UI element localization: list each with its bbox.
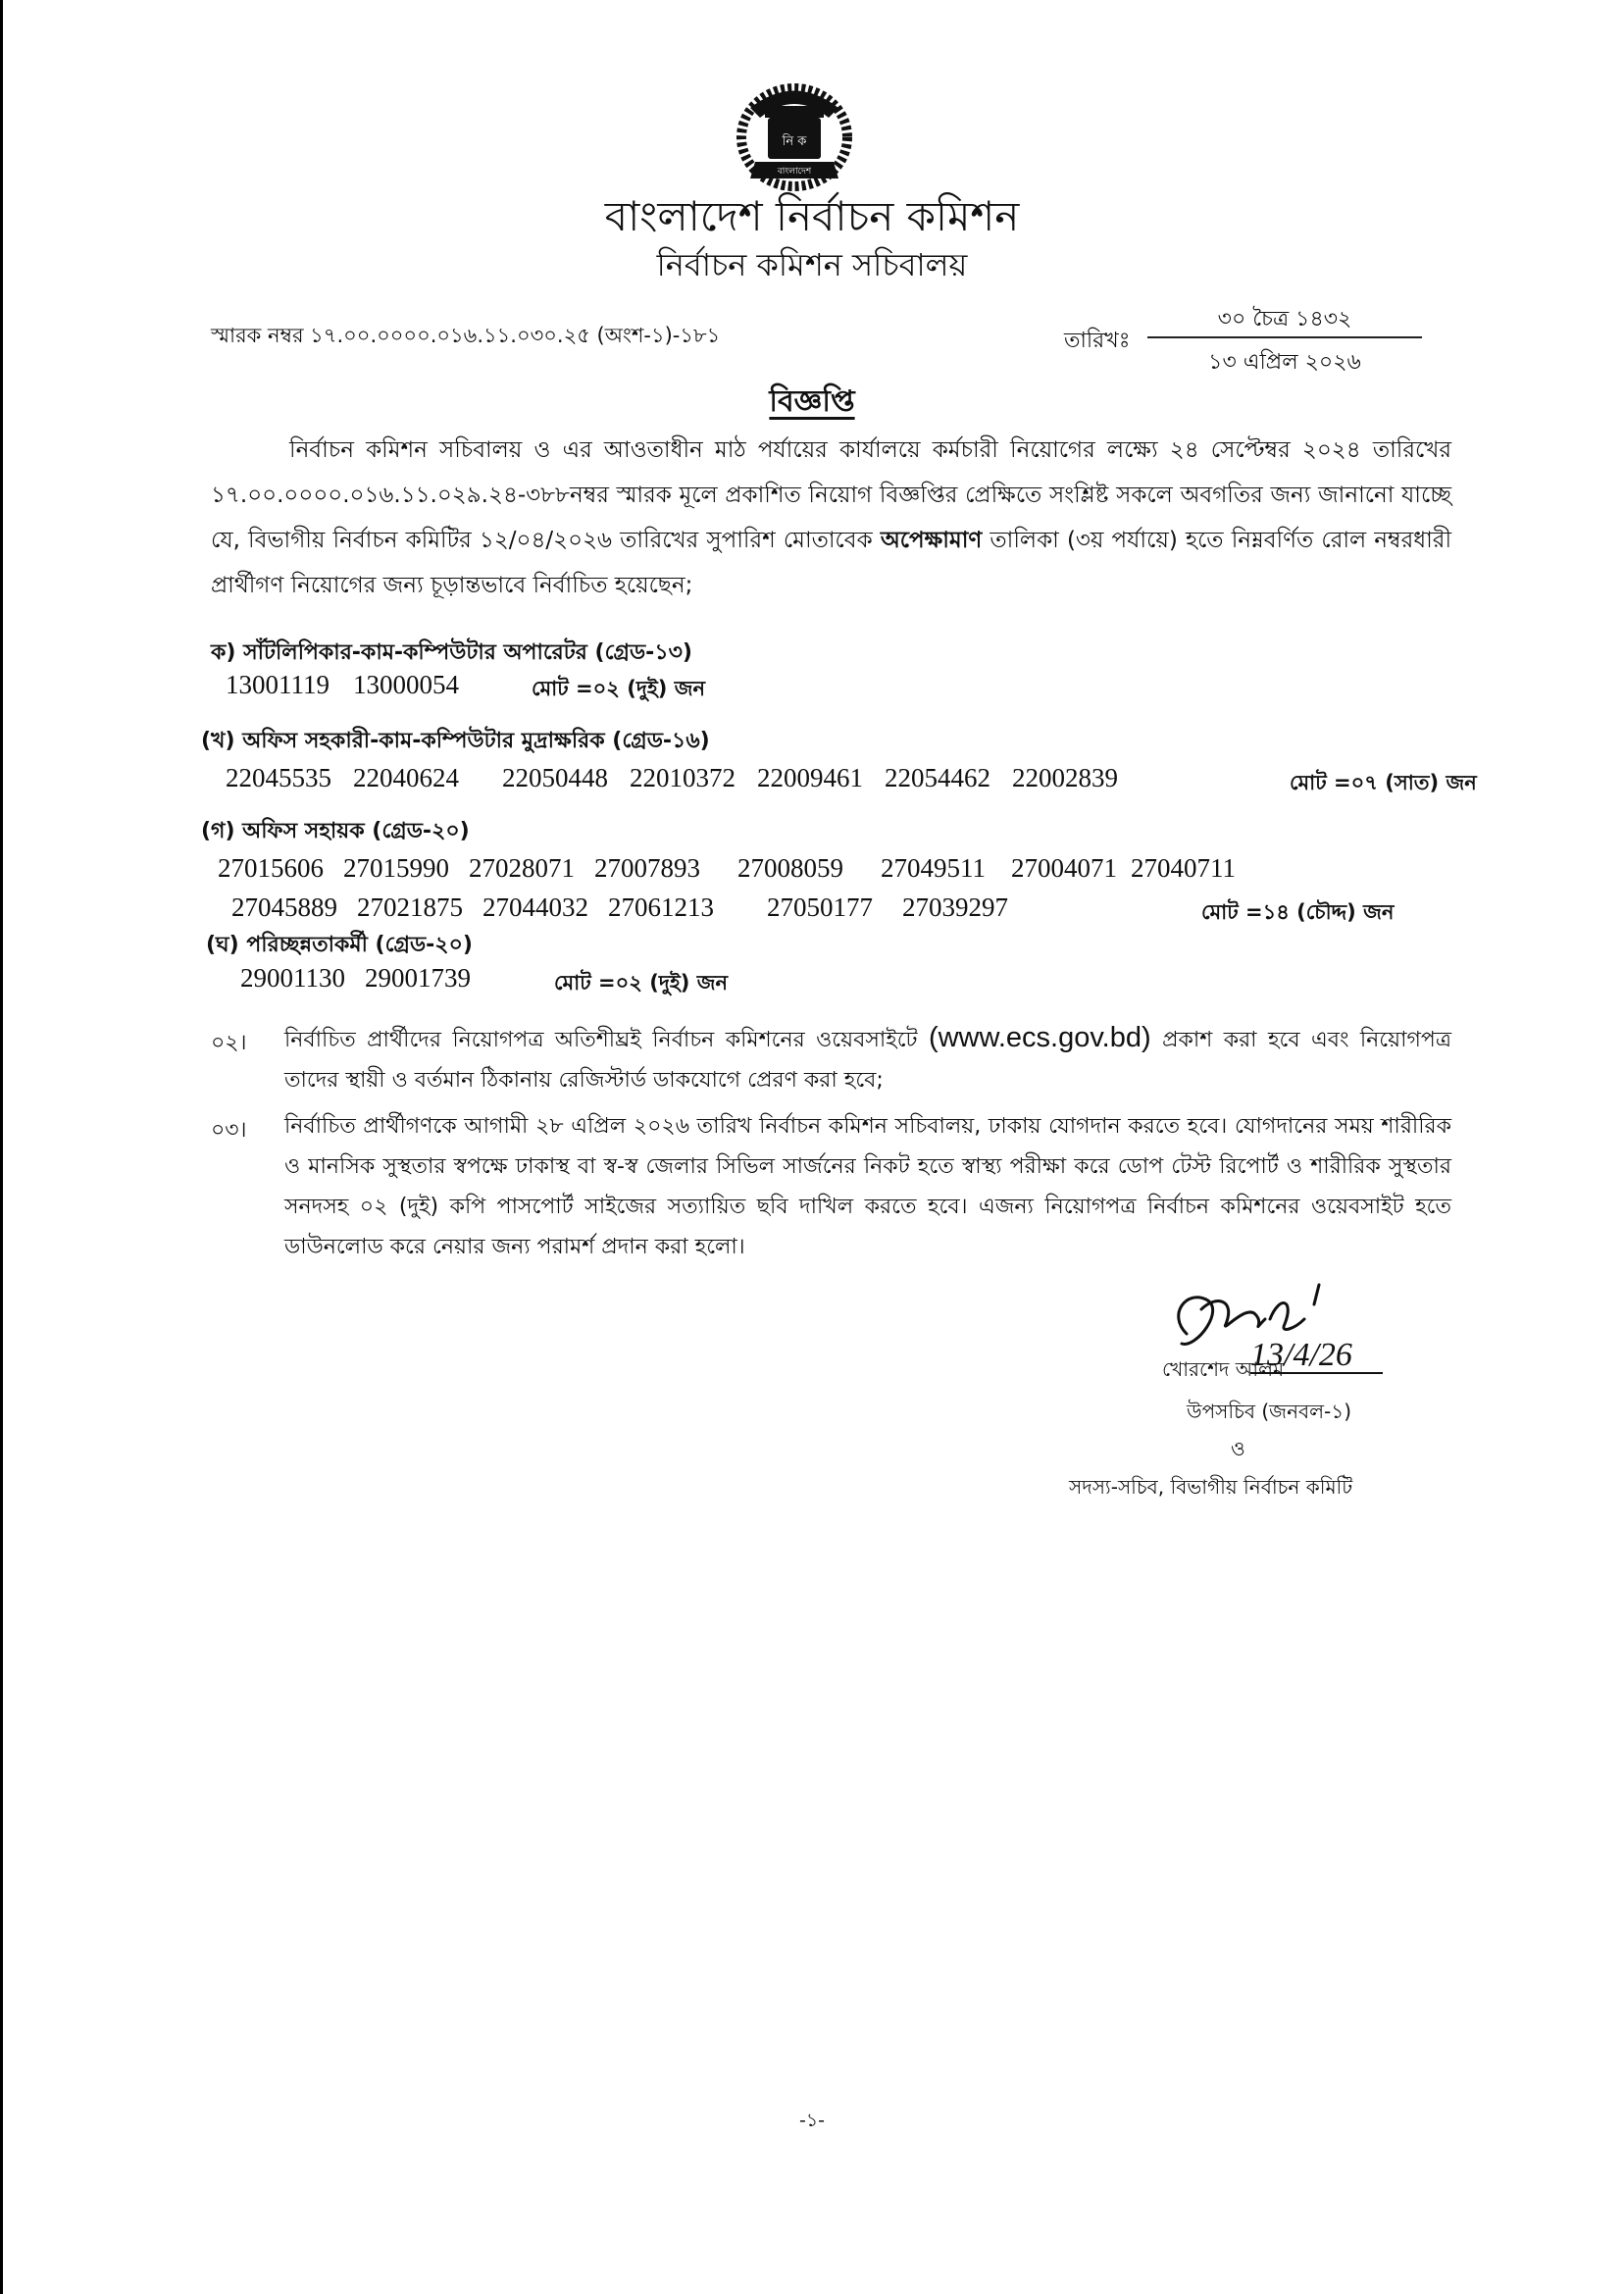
category-title: (ঘ) পরিচ্ছন্নতাকর্মী (গ্রেড-২০) [206, 933, 473, 957]
signatory-designation: উপসচিব (জনবল-১) [1187, 1400, 1352, 1423]
signatory-conjunction: ও [1231, 1437, 1245, 1460]
roll-row [231, 892, 1008, 923]
signatory-role: সদস্য-সচিব, বিভাগীয় নির্বাচন কমিটি [1069, 1475, 1353, 1499]
roll-row [226, 763, 1118, 793]
notice-body-part1: নির্বাচন কমিশন সচিবালয় ও এর আওতাধীন মাঠ পর্যায়ের কার্যালয়ে কর্মচারী নিয়োগের লক্ষ্যে ২৪ সেপ্টেম্বর ২০২৪ তারিখের ১৭.০০.০০০০.০১৬.১১.০২৯.২৪-৩৮৮নম্বর স্মারক মূলে প্রকাশিত নিয়োগ বিজ্ঞপ্তির প্রেক্ষিতে সংশ্লিষ্ট সকলে অবগতির জন্য জানানো যাচ্ছে যে, বিভাগীয় নির্বাচন কমিটির ১২/০৪/২০২৬ তারিখের সুপারিশ মোতাবেক [211, 437, 1451, 553]
roll-number: 27021875 [357, 892, 463, 922]
category-title: ক) সাঁটলিপিকার-কাম-কম্পিউটার অপারেটর (গ্রেড-১৩) [211, 640, 692, 665]
category-total: মোট =০২ (দুই) জন [532, 677, 706, 700]
notice-body [211, 428, 1451, 608]
roll-row [226, 670, 459, 700]
roll-row [240, 963, 471, 994]
date-gregorian: ১৩ এপ্রিল ২০২৬ [1208, 350, 1361, 375]
organization-name: বাংলাদেশ নির্বাচন কমিশন [604, 192, 1020, 240]
category-title: (খ) অফিস সহকারী-কাম-কম্পিউটার মুদ্রাক্ষরিক (গ্রেড-১৬) [201, 729, 710, 753]
roll-number: 27015606 [218, 853, 324, 883]
roll-number: 22002839 [1012, 763, 1118, 792]
organization-secretariat: নির্বাচন কমিশন সচিবালয় [656, 246, 968, 283]
roll-number: 22040624 [353, 763, 459, 792]
roll-number: 27008059 [737, 853, 843, 883]
roll-number: 27028071 [469, 853, 575, 883]
roll-number: 27045889 [231, 892, 337, 922]
roll-number: 13000054 [353, 670, 459, 699]
roll-number: 13001119 [226, 670, 330, 699]
date-bangla: ৩০ চৈত্র ১৪৩২ [1217, 307, 1352, 331]
note-text: নির্বাচিত প্রার্থীদের নিয়োগপত্র অতিশীঘ্রই নির্বাচন কমিশনের ওয়েবসাইটে [284, 1028, 918, 1052]
roll-number: 22054462 [885, 763, 990, 792]
page-number: -১- [798, 2110, 826, 2131]
seal-text: নি ক [782, 134, 807, 149]
note-number: ০২। [211, 1031, 247, 1055]
category-title: (গ) অফিস সহায়ক (গ্রেড-২০) [201, 819, 470, 843]
note-paragraph: নির্বাচিত প্রার্থীগণকে আগামী ২৮ এপ্রিল ২০২৬ তারিখ নির্বাচন কমিশন সচিবালয়, ঢাকায় যোগদান করতে হবে। যোগদানের সময় শারীরিক ও মানসিক সুস্থতার স্বপক্ষে ঢাকাস্থ বা স্ব-স্ব জেলার সিভিল সার্জনের নিকট হতে স্বাস্থ্য পরীক্ষা করে ডোপ টেস্ট রিপোর্ট ও শারীরিক সুস্থতার সনদসহ ০২ (দুই) কপি পাসপোর্ট সাইজের সত্যায়িত ছবি দাখিল করতে হবে। এজন্য নিয়োগপত্র নির্বাচন কমিশনের ওয়েবসাইট হতে ডাউনলোড করে নেয়ার জন্য পরামর্শ প্রদান করা হলো। [284, 1114, 1451, 1259]
roll-number: 27050177 [767, 892, 873, 922]
election-commission-seal [731, 69, 858, 196]
roll-number: 27015990 [343, 853, 449, 883]
signatory-name: খোরশেদ আলম [1162, 1357, 1285, 1381]
date-label: তারিখঃ [1064, 329, 1131, 353]
roll-number: 27007893 [594, 853, 700, 883]
scan-edge [0, 0, 3, 2294]
note-paragraph [284, 1018, 1451, 1100]
roll-number: 29001130 [240, 963, 345, 993]
notice-title: বিজ্ঞপ্তি [769, 384, 855, 419]
note-text: প্রকাশ করা হবে এবং নিয়োগপত্র তাদের স্থায়ী ও বর্তমান ঠিকানায় রেজিস্টার্ড ডাকযোগে প্রেরণ করা হবে; [284, 1028, 1451, 1093]
notice-title-wrap [0, 378, 1624, 428]
date-divider [1147, 336, 1422, 338]
notice-body-highlight: অপেক্ষামাণ [880, 528, 983, 553]
roll-number: 22045535 [226, 763, 331, 792]
note-number: ০৩। [211, 1118, 247, 1143]
signature-date: 13/4/26 [1250, 1337, 1352, 1373]
category-total: মোট =১৪ (চৌদ্দ) জন [1201, 900, 1395, 924]
roll-number: 27039297 [902, 892, 1008, 922]
roll-number: 22050448 [502, 763, 608, 792]
roll-number: 29001739 [365, 963, 471, 993]
roll-number: 27044032 [482, 892, 588, 922]
roll-number: 27004071 [1011, 853, 1117, 883]
roll-number: 27040711 [1131, 853, 1236, 883]
roll-row [218, 853, 1236, 884]
category-total: মোট =০২ (দুই) জন [554, 971, 729, 994]
roll-number: 22010372 [630, 763, 736, 792]
roll-number: 22009461 [757, 763, 863, 792]
website-link[interactable]: (www.ecs.gov.bd) [928, 1022, 1151, 1053]
category-total: মোট =০৭ (সাত) জন [1290, 771, 1477, 794]
memo-number: স্মারক নম্বর ১৭.০০.০০০০.০১৬.১১.০৩০.২৫ (অংশ-১)-১৮১ [211, 324, 721, 347]
seal-banner: বাংলাদেশ [777, 167, 812, 177]
roll-number: 27049511 [881, 853, 986, 883]
notice-body-part2: তালিকা (৩য় পর্যায়ে) হতে নিম্নবর্ণিত রোল নম্বরধারী প্রার্থীগণ নিয়োগের জন্য চূড়ান্তভাবে নির্বাচিত হয়েছেন; [211, 528, 1452, 598]
roll-number: 27061213 [608, 892, 714, 922]
